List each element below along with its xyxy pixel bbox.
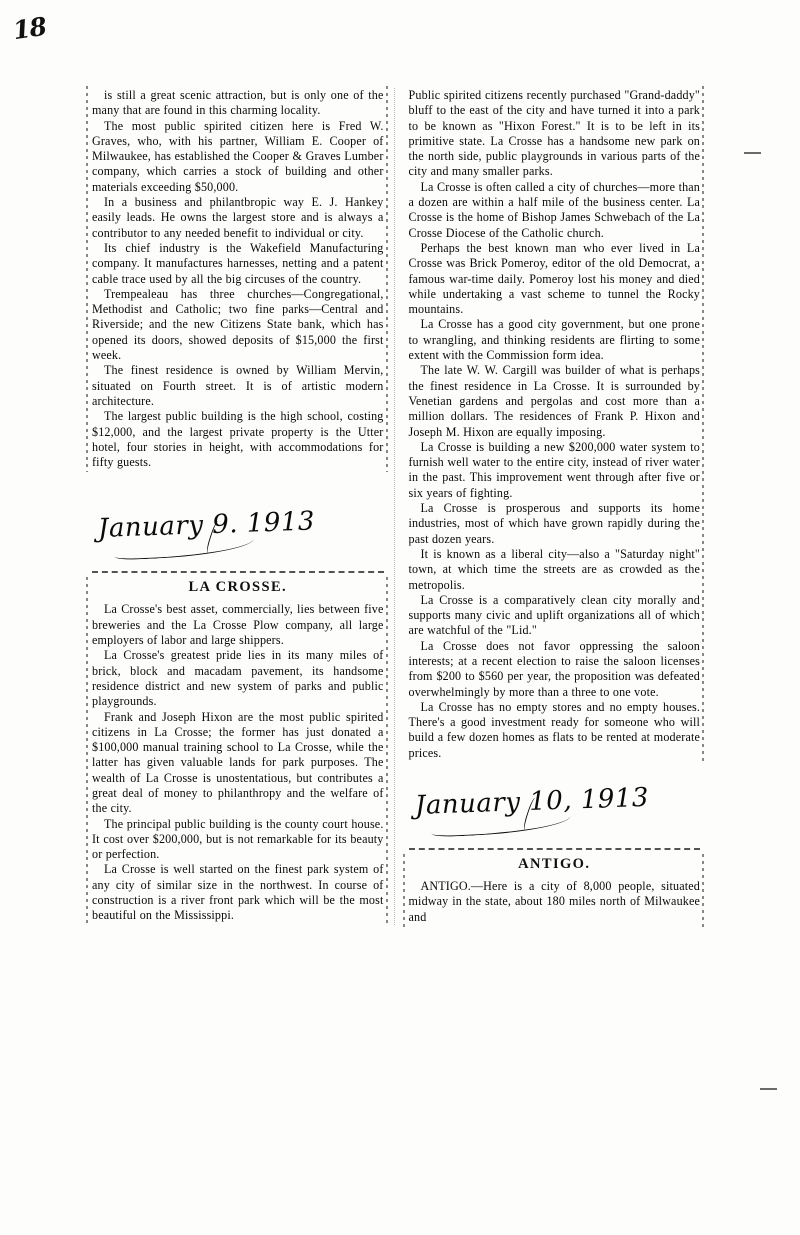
margin-dash-mark-upper [744,152,761,154]
clipping-cut-line [92,571,384,573]
paragraph: Public spirited citizens recently purchased "Grand-daddy" bluff to the east of the city and have turned it into a park to be known as "Hixon Forest." It is to be left in its primitive state. La Crosse has a handsome new park on the north side, public playgrounds in various parts of the city and many smaller parks. [408,88,700,179]
right-column [394,88,701,925]
paragraph: The principal public building is the county court house. It cost over $200,000, but is not remarkable for its beauty or perfection. [92,816,384,862]
clipping-trempealeau-body [92,88,384,470]
margin-dash-mark-lower [760,1088,777,1090]
paragraph: Its chief industry is the Wakefield Manufacturing company. It manufactures harnesses, netting and a patent cable trace used by all the big circuses of the country. [92,240,384,286]
antigo-clipping-wrapper [409,848,701,925]
paragraph: Perhaps the best known man who ever lived in La Crosse was Brick Pomeroy, editor of the old Democrat, a famous war-time daily. Pomeroy lost his money and died while undertaking a vast scheme to tunnel the Rocky mountains. [408,240,700,317]
clipping-trempealeau [92,88,384,470]
paragraph: is still a great scenic attraction, but is only one of the many that are found in this charming locality. [92,88,384,118]
clipping-la-crosse [92,579,384,923]
paragraph: La Crosse's greatest pride lies in its many miles of brick, block and macadam pavement, its handsome residence district and new system of parks and public playgrounds. [92,648,384,709]
page-number-handwritten: 18 [11,11,48,46]
paragraph: La Crosse does not favor oppressing the saloon interests; at a recent election to raise the saloon licenses from $200 to $560 per year, the proposition was defeated overwhelmingly by more than a three to one vote. [408,638,700,699]
paragraph: The finest residence is owned by William Mervin, situated on Fourth street. It is of artistic modern architecture. [92,363,384,408]
handwriting-flourish [431,813,581,839]
paragraph: La Crosse is often called a city of churches—more than a dozen are within a half mile of the business center. La Crosse is the home of Bishop James Schwebach of the La Crosse Diocese of the Catholic church. [408,179,700,240]
paragraph: La Crosse has no empty stores and no empty houses. There's a good investment ready for someone who will build a few dozen homes as flats to be rented at moderate prices. [408,699,700,760]
handwritten-date-january-9: January 9. 1913 [97,506,316,545]
paragraph: The late W. W. Cargill was builder of what is perhaps the finest residence in La Crosse. It is surrounded by Venetian gardens and pergolas and cost more than a million dollars. The residences of Frank P. Hixon and Joseph M. Hixon are equally imposing. [408,363,700,439]
clippings-container [92,88,700,925]
paragraph: Trempealeau has three churches—Congregational, Methodist and Catholic; two fine parks—Central and Riverside; and the new Citizens State bank, which has opened its doors, showed deposits of $15,000 the first week. [92,286,384,363]
paragraph: ANTIGO.—Here is a city of 8,000 people, situated midway in the state, about 180 miles north of Milwaukee and [408,879,700,924]
handwritten-date-january-10: January 10, 1913 [413,782,649,822]
paragraph: The most public spirited citizen here is Fred W. Graves, who, with his partner, William E. Cooper of Milwaukee, has established the Cooper & Graves Lumber company, which carries a stock of building and other materials exceeding $50,000. [92,118,384,194]
paragraph: The largest public building is the high school, costing $12,000, and the largest private property is the Utter hotel, four stories in height, with accommodations for fifty guests. [92,409,384,470]
paragraph: In a business and philantbropic way E. J. Hankey easily leads. He owns the largest store and is always a contributor to any needed benefit to individual or city. [92,195,384,240]
clipping-la-crosse-continued-body [409,88,701,761]
paragraph: La Crosse is a comparatively clean city morally and supports many civic and uplift organizations all of which are watchful of the "Lid." [408,592,700,638]
clipping-headline-la-crosse: LA CROSSE. [188,579,288,596]
paragraph: Frank and Joseph Hixon are the most public spirited citizens in La Crosse; the former has just donated a $100,000 manual training school to La Crosse, while the latter has given valuable lands for park purposes. The wealth of La Crosse is unostentatious, but contributes a great deal of money to philanthropy and the welfare of the city. [92,709,384,816]
handwriting-flourish [114,536,264,562]
paragraph: La Crosse has a good city government, but one prone to wrangling, and thinking residents are flirting to some extent with the Commission form idea. [408,317,700,363]
paragraph: La Crosse is building a new $200,000 water system to furnish well water to the entire city, instead of river water in the past. This improvement went through after five or six years of fighting. [408,439,700,500]
clipping-la-crosse-body [92,602,384,923]
clipping-headline-antigo: ANTIGO. [518,856,591,873]
left-column [92,88,394,924]
clipping-la-crosse-continued [409,88,701,761]
clipping-cut-line [409,848,701,850]
paragraph: It is known as a liberal city—also a "Saturday night" town, at which time the streets are as crowded as the metropolis. [408,546,700,592]
paragraph: La Crosse's best asset, commercially, lies between five breweries and the La Crosse Plow company, all large employers of labor and large shippers. [92,602,384,648]
paragraph: La Crosse is prosperous and supports its home industries, most of which have grown rapidly during the past dozen years. [408,501,700,546]
clipping-antigo [409,856,701,925]
two-column-layout [92,88,700,925]
clipping-antigo-body [409,879,701,925]
paragraph: La Crosse is well started on the finest park system of any city of similar size in the northwest. In course of construction is a river front park which will be the most beautiful on the Mississippi. [92,862,384,923]
